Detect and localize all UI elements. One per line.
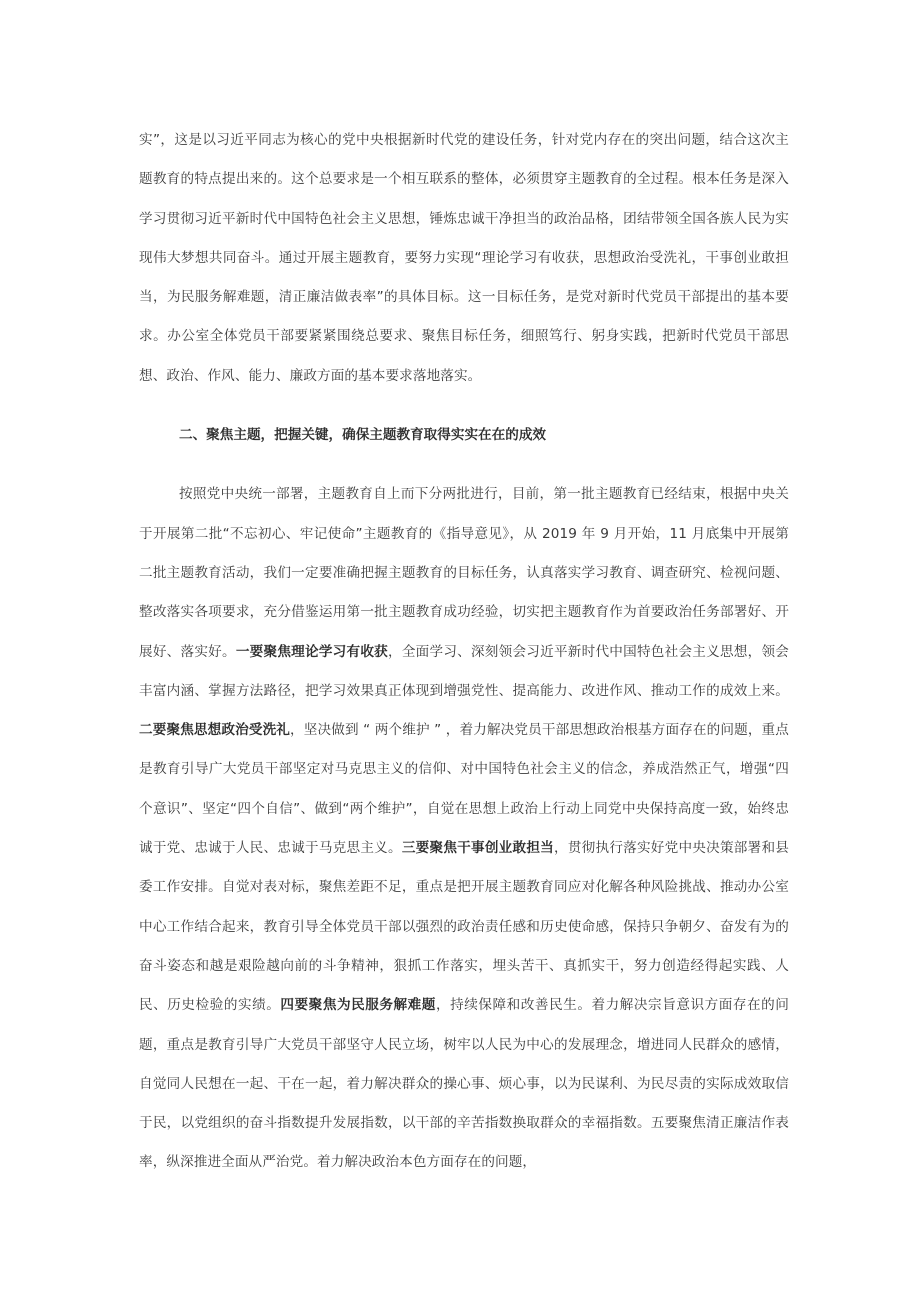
- point-1-heading: 一要聚焦理论学习有收获: [235, 643, 388, 660]
- paragraph-2: [139, 475, 789, 1182]
- section-heading-2: 二、聚焦主题，把握关键，确保主题教育取得实实在在的成效: [179, 427, 547, 444]
- document-body: [139, 121, 789, 1183]
- paragraph-1-text: 实”，这是以习近平同志为核心的党中央根据新时代党的建设任务，针对党内存在的突出问题，结合这次主题教育的特点提出来的。这个总要求是一个相互联系的整体，必须贯穿主题教育的全过程。根本任务是深入学习贯彻习近平新时代中国特色社会主义思想，锤炼忠诚干净担当的政治品格，团结带领全国各族人民为实现伟大梦想共同奋斗。通过开展主题教育，要努力实现“理论学习有收获，思想政治受洗礼，干事创业敢担当，为民服务解难题，清正廉洁做表率”的具体目标。这一目标任务，是党对新时代党员干部提出的基本要求。办公室全体党员干部要紧紧围绕总要求、聚焦目标任务，细照笃行、躬身实践，把新时代党员干部思想、政治、作风、能力、廉政方面的基本要求落地落实。: [139, 132, 789, 384]
- point-1-text: ，全面学习、深刻领会习近平新时代中国特色社会主义思想，领会丰富内涵、掌握方法路径，把学习效果真正体现到增强党性、提高能力、改进作风、推动工作的成效上来。: [139, 643, 789, 699]
- spacer: [139, 396, 789, 416]
- paragraph-2-intro: 按照党中央统一部署，主题教育自上而下分两批进行，目前，第一批主题教育已经结束，根据中央关于开展第二批“不忘初心、牢记使命”主题教育的《指导意见》，从 2019 年 9 月开始，11 月底集中开展第二批主题教育活动，我们一定要准确把握主题教育的目标任务，认真落实学习教育、调查研究、检视问题、整改落实各项要求，充分借鉴运用第一批主题教育成功经验，切实把主题教育作为首要政治任务部署好、开展好、落实好。: [139, 486, 789, 660]
- point-4-text: ，持续保障和改善民生。着力解决宗旨意识方面存在的问题，重点是教育引导广大党员干部坚守人民立场，树牢以人民为中心的发展理念，增进同人民群众的感情，自觉同人民想在一起、干在一起，着力解决群众的操心事、烦心事，以为民谋利、为民尽责的实际成效取信于民，以党组织的奋斗指数提升发展指数，以干部的辛苦指数换取群众的幸福指数。五要聚焦清正廉洁作表率，纵深推进全面从严治党。着力解决政治本色方面存在的问题，: [139, 997, 790, 1171]
- point-2-heading: 二要聚焦思想政治受洗礼: [139, 722, 291, 739]
- point-3-text: ，贯彻执行落实好党中央决策部署和县委工作安排。自觉对表对标，聚焦差距不足，重点是把开展主题教育同应对化解各种风险挑战、推动办公室中心工作结合起来，教育引导全体党员干部以强烈的政治责任感和历史使命感，保持只争朝夕、奋发有为的奋斗姿态和越是艰险越向前的斗争精神，狠抓工作落实，埋头苦干、真抓实干，努力创造经得起实践、人民、历史检验的实绩。: [139, 840, 789, 1014]
- point-3-heading: 三要聚焦干事创业敢担当: [401, 840, 554, 857]
- spacer: [139, 455, 789, 475]
- point-2-text: ，坚决做到 “ 两个维护 ” ，着力解决党员干部思想政治根基方面存在的问题，重点是教育引导广大党员干部坚定对马克思主义的信仰、对中国特色社会主义的信念，养成浩然正气，增强“四个意识”、坚定“四个自信”、做到“两个维护”，自觉在思想上政治上行动上同党中央保持高度一致，始终忠诚于党、忠诚于人民、忠诚于马克思主义。: [139, 722, 789, 857]
- point-4-heading: 四要聚焦为民服务解难题: [280, 997, 436, 1014]
- paragraph-1: [139, 121, 789, 396]
